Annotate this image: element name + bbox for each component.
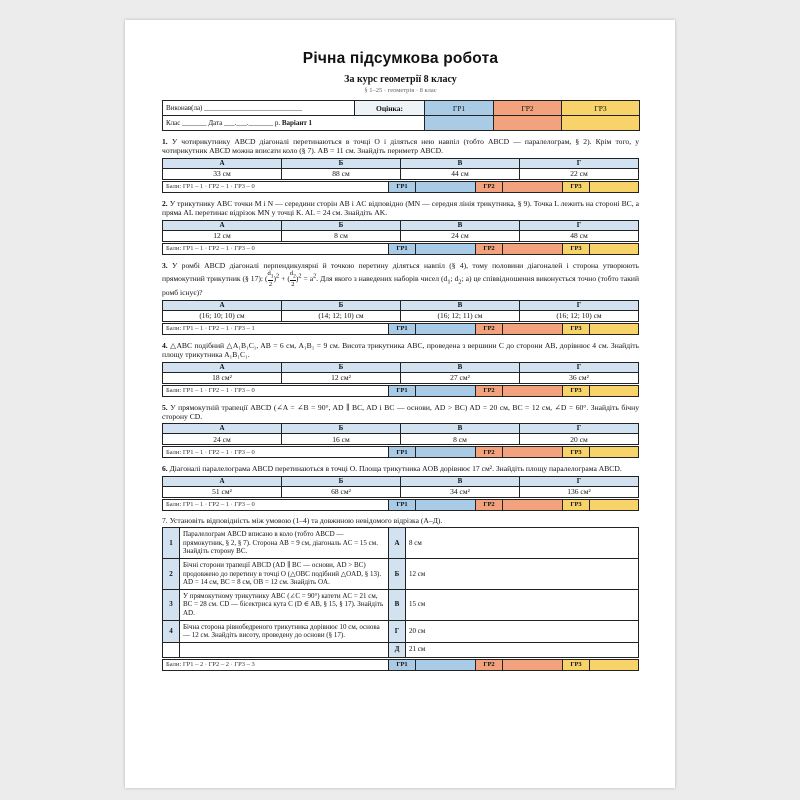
answer-option[interactable]: (16; 10; 10) см bbox=[163, 310, 282, 321]
score-label: Бали: ГР1 – 1 · ГР2 – 1 · ГР3 – 0 bbox=[163, 385, 389, 396]
question-number: 5. bbox=[162, 402, 168, 412]
score-row bbox=[162, 446, 639, 458]
subscript-indices: $_1$; $d_2$ bbox=[447, 273, 462, 286]
score-row-q7 bbox=[162, 659, 639, 671]
score-gr3-label: ГР3 bbox=[563, 323, 590, 334]
option-letter: А bbox=[163, 424, 282, 434]
question-body-part-a: У ромбі ABCD діагоналі перпендикулярні й точкою перетину діляться навпіл (§ 4), тому половини діагоналей і сторона утворюють прямокутний трикутник (§ 17): bbox=[162, 260, 639, 283]
answer-value[interactable]: 8 см bbox=[406, 528, 639, 559]
score-gr2-cell[interactable] bbox=[503, 659, 563, 670]
answer-letter: В bbox=[389, 589, 406, 620]
score-row bbox=[162, 243, 639, 255]
answer-option[interactable]: 24 см bbox=[163, 434, 282, 445]
score-row bbox=[162, 385, 639, 397]
answer-option[interactable]: 51 см² bbox=[163, 486, 282, 497]
answer-value[interactable]: 21 см bbox=[406, 642, 639, 657]
score-gr3-cell[interactable] bbox=[590, 385, 639, 396]
score-label: Бали: ГР1 – 1 · ГР2 – 1 · ГР3 – 0 bbox=[163, 499, 389, 510]
score-gr1-cell[interactable] bbox=[416, 181, 476, 192]
question-body-part-c: ; a) це співвідношення виконується точно (тобто такий ромб існує)? bbox=[162, 273, 640, 298]
question-block bbox=[162, 199, 639, 255]
score-gr2-cell[interactable] bbox=[503, 323, 563, 334]
answer-option[interactable]: 12 см bbox=[163, 230, 282, 241]
class-date-field[interactable] bbox=[163, 116, 425, 131]
question-number: 3. bbox=[162, 260, 168, 270]
answer-option[interactable]: 16 см bbox=[282, 434, 401, 445]
matching-row bbox=[163, 558, 639, 589]
page-title: Річна підсумкова робота bbox=[302, 50, 499, 67]
condition-text bbox=[180, 642, 389, 657]
score-gr3-label: ГР3 bbox=[563, 181, 590, 192]
answer-option[interactable]: 27 см² bbox=[401, 372, 520, 383]
score-gr3-label: ГР3 bbox=[563, 243, 590, 254]
answer-option[interactable]: 88 см bbox=[282, 168, 401, 179]
score-row bbox=[162, 323, 639, 335]
answer-options-table bbox=[162, 158, 639, 180]
question-body: У прямокутній трапеції ABCD (∠A = ∠B = 90°, AD ∥ BC, AD і BC — основи, AD > BC) AD = 20 см, BC = 12 см, ∠D = 60°. Знайдіть бічну сторону CD. bbox=[162, 402, 639, 421]
option-letter: А bbox=[163, 362, 282, 372]
score-gr3-label: ГР3 bbox=[563, 659, 590, 670]
score-gr3-label: ГР3 bbox=[563, 447, 590, 458]
answer-option[interactable]: 136 см² bbox=[520, 486, 639, 497]
answer-options-table bbox=[162, 300, 639, 322]
question-text bbox=[162, 199, 639, 218]
answer-option[interactable]: (14; 12; 10) см bbox=[282, 310, 401, 321]
grade-gr3-cell[interactable] bbox=[562, 116, 640, 131]
score-gr1-cell[interactable] bbox=[416, 385, 476, 396]
score-gr3-cell[interactable] bbox=[590, 181, 639, 192]
condition-text: Бічна сторона рівнобедреного трикутника дорівнює 10 см, основа — 12 см. Знайдіть висоту, проведену до основи (§ 17). bbox=[180, 620, 389, 642]
option-letter: Г bbox=[520, 220, 639, 230]
question-text bbox=[162, 403, 639, 422]
score-gr1-label: ГР1 bbox=[389, 243, 416, 254]
condition-text: У прямокутному трикутнику ABC (∠C = 90°) катети AC = 21 см, BC = 28 см. CD — бісектриса кута C (D ∈ AB, § 15, § 17). Знайдіть AD. bbox=[180, 589, 389, 620]
score-gr1-label: ГР1 bbox=[389, 659, 416, 670]
performer-field[interactable]: Виконав(ла) ____________________________ bbox=[163, 101, 355, 116]
score-gr2-cell[interactable] bbox=[503, 385, 563, 396]
question-number: 2. bbox=[162, 198, 168, 208]
score-gr1-cell[interactable] bbox=[416, 243, 476, 254]
answer-option[interactable]: 8 см bbox=[282, 230, 401, 241]
question-text bbox=[162, 261, 639, 298]
question-text bbox=[162, 464, 639, 473]
option-letter: Б bbox=[282, 362, 401, 372]
score-gr2-label: ГР2 bbox=[476, 447, 503, 458]
worksheet-content bbox=[162, 50, 639, 671]
answer-option[interactable]: 36 см² bbox=[520, 372, 639, 383]
matching-row bbox=[163, 589, 639, 620]
condition-number: 3 bbox=[163, 589, 180, 620]
answer-option[interactable]: 34 см² bbox=[401, 486, 520, 497]
answer-option[interactable]: 12 см² bbox=[282, 372, 401, 383]
grade-gr3-header: ГР3 bbox=[562, 101, 640, 116]
score-gr1-label: ГР1 bbox=[389, 323, 416, 334]
option-letter: В bbox=[401, 362, 520, 372]
option-letter: В bbox=[401, 424, 520, 434]
question-number: 1. bbox=[162, 137, 168, 146]
score-gr3-cell[interactable] bbox=[590, 447, 639, 458]
option-letter: А bbox=[163, 300, 282, 310]
answer-value[interactable]: 20 см bbox=[406, 620, 639, 642]
answer-option[interactable]: 24 см bbox=[401, 230, 520, 241]
score-label: Бали: ГР1 – 2 · ГР2 – 2 · ГР3 – 3 bbox=[163, 659, 389, 670]
option-letter: Б bbox=[282, 220, 401, 230]
score-label: Бали: ГР1 – 1 · ГР2 – 1 · ГР3 – 0 bbox=[163, 447, 389, 458]
question-body: △ABC подібний △A₁B₁C₁, AB = 6 см, A₁B₁ = 9 см. Висота трикутника ABC, проведена з вершини C до сторони AB, дорівнює 4 см. Знайдіть площу трикутника A₁B₁C₁. bbox=[162, 340, 639, 360]
worksheet-page bbox=[125, 20, 675, 788]
question-number: 4. bbox=[162, 340, 168, 350]
score-gr2-cell[interactable] bbox=[503, 181, 563, 192]
question-block bbox=[162, 403, 639, 459]
option-letter: Г bbox=[520, 158, 639, 168]
answer-option[interactable]: 68 см² bbox=[282, 486, 401, 497]
score-gr3-cell[interactable] bbox=[590, 499, 639, 510]
score-gr2-label: ГР2 bbox=[476, 499, 503, 510]
score-gr3-label: ГР3 bbox=[563, 385, 590, 396]
condition-number: 4 bbox=[163, 620, 180, 642]
answer-letter: Д bbox=[389, 642, 406, 657]
score-gr1-cell[interactable] bbox=[416, 447, 476, 458]
option-letter: В bbox=[401, 158, 520, 168]
answer-value[interactable]: 15 см bbox=[406, 589, 639, 620]
option-letter: А bbox=[163, 158, 282, 168]
answer-options-table bbox=[162, 476, 639, 498]
condition-number: 2 bbox=[163, 558, 180, 589]
class-date-line: Клас _______ Дата ___.___._______ р. bbox=[166, 118, 281, 127]
answer-option[interactable]: 8 см bbox=[401, 434, 520, 445]
question-text bbox=[162, 137, 639, 156]
answer-letter: Б bbox=[389, 558, 406, 589]
score-gr1-cell[interactable] bbox=[416, 499, 476, 510]
page-subtitle: За курс геометрії 8 класу bbox=[344, 74, 457, 85]
score-gr2-label: ГР2 bbox=[476, 181, 503, 192]
answer-option[interactable]: (16; 12; 10) см bbox=[520, 310, 639, 321]
score-gr2-cell[interactable] bbox=[503, 447, 563, 458]
answer-option[interactable]: 22 см bbox=[520, 168, 639, 179]
question-block bbox=[162, 137, 639, 193]
score-gr2-label: ГР2 bbox=[476, 385, 503, 396]
option-letter: Г bbox=[520, 300, 639, 310]
score-gr1-label: ГР1 bbox=[389, 181, 416, 192]
score-gr3-cell[interactable] bbox=[590, 659, 639, 670]
answer-option[interactable]: (16; 12; 11) см bbox=[401, 310, 520, 321]
score-row bbox=[162, 499, 639, 511]
score-gr1-cell[interactable] bbox=[416, 323, 476, 334]
questions-list bbox=[162, 137, 639, 511]
grade-gr1-header: ГР1 bbox=[425, 101, 494, 116]
score-row bbox=[162, 181, 639, 193]
question-body-part-b: . Для якого з наведених наборів чисел (d bbox=[316, 273, 448, 283]
score-gr1-cell[interactable] bbox=[416, 659, 476, 670]
matching-row bbox=[163, 642, 639, 657]
answer-letter: А bbox=[389, 528, 406, 559]
grade-gr2-header: ГР2 bbox=[494, 101, 562, 116]
option-letter: А bbox=[163, 476, 282, 486]
score-gr2-label: ГР2 bbox=[476, 243, 503, 254]
condition-text: Бічні сторони трапеції ABCD (AD ∥ BC — основи, AD > BC) продовжено до перетину в точці O (△OBC подібний △OAD, § 13). AD = 14 см, BC = 8 см, OB = 12 см. Знайдіть OA. bbox=[180, 558, 389, 589]
option-letter: Г bbox=[520, 362, 639, 372]
question-block bbox=[162, 464, 639, 510]
question-text bbox=[162, 341, 639, 360]
score-gr1-label: ГР1 bbox=[389, 499, 416, 510]
option-letter: Г bbox=[520, 424, 639, 434]
question-7-text: 7. Установіть відповідність між умовою (1–4) та довжиною невідомого відрізка (А–Д). bbox=[162, 515, 443, 525]
student-info-table bbox=[162, 100, 640, 131]
answer-letter: Г bbox=[389, 620, 406, 642]
score-gr1-label: ГР1 bbox=[389, 385, 416, 396]
score-gr1-label: ГР1 bbox=[389, 447, 416, 458]
question-body: У трикутнику ABC точки M і N — середини сторін AB і AC відповідно (MN — середня лінія трикутника, § 9). Точка L лежить на стороні BC, а пряма AL перетинає відрізок MN у точці K. AL = 24 см. Знайдіть AK. bbox=[162, 198, 639, 218]
option-letter: В bbox=[401, 476, 520, 486]
question-block bbox=[162, 341, 639, 397]
answer-options-table bbox=[162, 423, 639, 445]
answer-option[interactable]: 20 см bbox=[520, 434, 639, 445]
grade-gr2-cell[interactable] bbox=[494, 116, 562, 131]
answer-options-table bbox=[162, 362, 639, 384]
option-letter: Б bbox=[282, 300, 401, 310]
answer-options-table bbox=[162, 220, 639, 242]
condition-number bbox=[163, 642, 180, 657]
grade-gr1-cell[interactable] bbox=[425, 116, 494, 131]
formula: ( $\frac{d_1}{2}$ )$^2$ + ( $\frac{d_2}{2}$ )$^2 = a^2$ bbox=[263, 270, 317, 289]
option-letter: А bbox=[163, 220, 282, 230]
score-gr2-cell[interactable] bbox=[503, 243, 563, 254]
option-letter: В bbox=[401, 220, 520, 230]
score-gr2-cell[interactable] bbox=[503, 499, 563, 510]
answer-option[interactable]: 44 см bbox=[401, 168, 520, 179]
answer-option[interactable]: 33 см bbox=[163, 168, 282, 179]
matching-row bbox=[163, 620, 639, 642]
score-label: Бали: ГР1 – 1 · ГР2 – 1 · ГР3 – 1 bbox=[163, 323, 389, 334]
option-letter: Б bbox=[282, 424, 401, 434]
matching-table bbox=[162, 527, 639, 658]
answer-option[interactable]: 48 см bbox=[520, 230, 639, 241]
score-gr2-label: ГР2 bbox=[476, 323, 503, 334]
variant-label: Варіант 1 bbox=[281, 118, 313, 127]
condition-number: 1 bbox=[163, 528, 180, 559]
matching-row bbox=[163, 528, 639, 559]
score-gr3-label: ГР3 bbox=[563, 499, 590, 510]
answer-value[interactable]: 12 см bbox=[406, 558, 639, 589]
score-label: Бали: ГР1 – 1 · ГР2 – 1 · ГР3 – 0 bbox=[163, 243, 389, 254]
option-letter: В bbox=[401, 300, 520, 310]
score-gr3-cell[interactable] bbox=[590, 323, 639, 334]
score-gr2-label: ГР2 bbox=[476, 659, 503, 670]
page-subsubtitle: § 1–25 · геометрія · 8 клас bbox=[364, 87, 437, 94]
option-letter: Б bbox=[282, 158, 401, 168]
grade-label: Оцінка: bbox=[355, 101, 425, 116]
score-gr3-cell[interactable] bbox=[590, 243, 639, 254]
question-body: Діагоналі паралелограма ABCD перетинаються в точці O. Площа трикутника AOB дорівнює 17 см². Знайдіть площу паралелограма ABCD. bbox=[169, 464, 622, 474]
condition-text: Паралелограм ABCD вписано в коло (тобто ABCD — прямокутник, § 2, § 7). Сторона AB = 9 см, діагональ AC = 15 см. Знайдіть сторону BC. bbox=[180, 528, 389, 559]
option-letter: Г bbox=[520, 476, 639, 486]
option-letter: Б bbox=[282, 476, 401, 486]
score-label: Бали: ГР1 – 1 · ГР2 – 1 · ГР3 – 0 bbox=[163, 181, 389, 192]
question-block bbox=[162, 261, 639, 335]
question-body: У чотирикутнику ABCD діагоналі перетинаються в точці O і діляться нею навпіл (тобто ABCD — паралелограм, § 2). Крім того, у чотирикутник ABCD можна вписати коло (§ 7). AB = 11 см. Знайдіть периметр ABCD. bbox=[162, 137, 639, 156]
answer-option[interactable]: 18 см² bbox=[163, 372, 282, 383]
question-number: 6. bbox=[162, 464, 168, 474]
